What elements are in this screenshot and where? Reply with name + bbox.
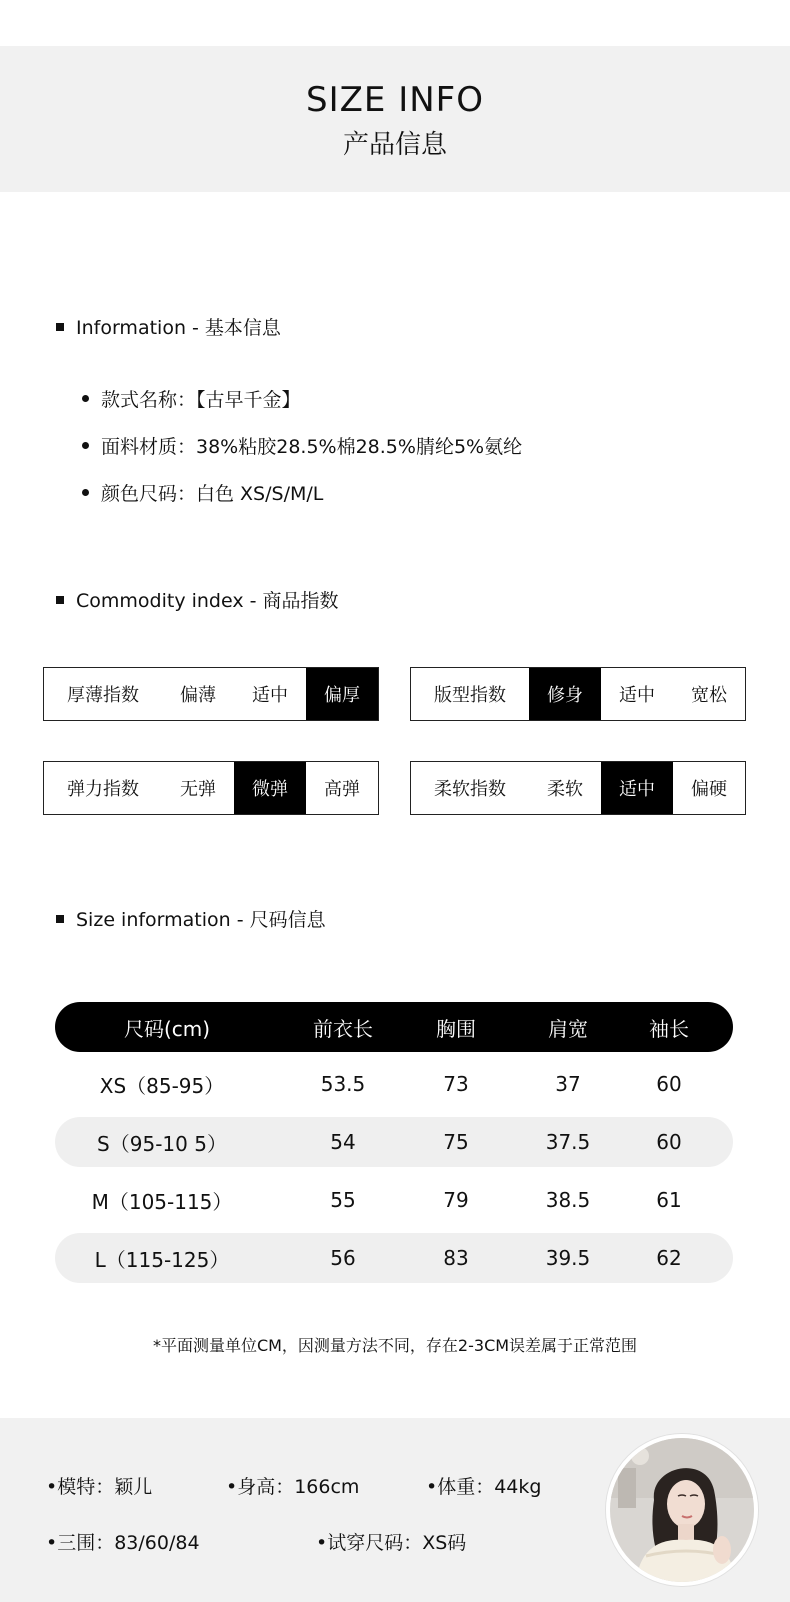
column-header-bust: 胸围	[436, 1016, 476, 1041]
info-line-fabric	[82, 432, 522, 459]
size-info-heading	[56, 905, 326, 932]
info-line-text: 款式名称：【古早千金】	[101, 389, 301, 411]
table-cell: M（105-115）	[91, 1189, 233, 1214]
info-line-text: 颜色尺码：白色 XS/S/M/L	[101, 483, 324, 505]
column-header-sleeve: 袖长	[649, 1016, 689, 1041]
info-line-style	[82, 385, 301, 412]
index-name: 柔软指数	[434, 779, 506, 800]
table-cell: 56	[330, 1246, 356, 1270]
table-cell: S（95-10 5）	[97, 1131, 227, 1156]
index-name: 厚薄指数	[67, 685, 139, 706]
header-band	[0, 46, 790, 192]
index-option-selected: 微弹	[234, 762, 306, 814]
index-name: 版型指数	[434, 685, 506, 706]
index-option: 柔软	[547, 779, 583, 800]
table-cell: 53.5	[320, 1072, 366, 1096]
table-cell: 37.5	[545, 1130, 591, 1154]
model-fitting-size: •试穿尺码：XS码	[316, 1532, 467, 1554]
index-option: 适中	[619, 685, 655, 706]
index-thickness	[43, 667, 379, 721]
table-row	[55, 1233, 733, 1283]
index-option: 无弹	[180, 779, 216, 800]
table-cell: 73	[443, 1072, 469, 1096]
index-option-selected: 修身	[529, 668, 601, 720]
index-elasticity	[43, 761, 379, 815]
table-cell: 79	[443, 1188, 469, 1212]
index-name: 弹力指数	[67, 779, 139, 800]
table-cell: 37	[555, 1072, 581, 1096]
column-header-size: 尺码(cm)	[123, 1016, 211, 1041]
table-cell: 60	[656, 1130, 682, 1154]
index-option: 偏薄	[180, 685, 216, 706]
model-name: •模特：颖儿	[46, 1476, 153, 1498]
commodity-heading-label: Commodity index - 商品指数	[76, 590, 339, 612]
dot-bullet-icon	[82, 442, 89, 449]
index-option: 高弹	[324, 779, 360, 800]
model-avatar	[606, 1434, 758, 1586]
information-heading	[56, 313, 281, 340]
dot-bullet-icon	[82, 489, 89, 496]
column-header-length: 前衣长	[313, 1016, 373, 1041]
index-option: 宽松	[691, 685, 727, 706]
table-cell: 39.5	[545, 1246, 591, 1270]
size-table-header	[55, 1002, 733, 1052]
table-row	[55, 1059, 733, 1109]
commodity-heading	[56, 586, 339, 613]
page-title: SIZE INFO	[306, 80, 484, 120]
table-cell: 61	[656, 1188, 682, 1212]
index-option: 偏硬	[691, 779, 727, 800]
index-softness	[410, 761, 746, 815]
table-cell: 75	[443, 1130, 469, 1154]
info-line-color-size	[82, 479, 323, 506]
table-row	[55, 1117, 733, 1167]
table-cell: L（115-125）	[94, 1247, 230, 1272]
model-portrait-image	[610, 1438, 754, 1582]
information-heading-label: Information - 基本信息	[76, 317, 281, 339]
square-bullet-icon	[56, 323, 64, 331]
column-header-shoulder: 肩宽	[548, 1016, 588, 1041]
model-measurements: •三围：83/60/84	[46, 1532, 200, 1554]
index-option-selected: 偏厚	[306, 668, 378, 720]
dot-bullet-icon	[82, 395, 89, 402]
table-cell: 55	[330, 1188, 356, 1212]
model-height: •身高：166cm	[226, 1476, 360, 1498]
table-cell: XS（85-95）	[99, 1073, 225, 1098]
table-cell: 62	[656, 1246, 682, 1270]
size-info-heading-label: Size information - 尺码信息	[76, 909, 326, 931]
page-subtitle: 产品信息	[342, 130, 447, 160]
table-cell: 60	[656, 1072, 682, 1096]
model-weight: •体重：44kg	[426, 1476, 542, 1498]
index-fit	[410, 667, 746, 721]
table-cell: 83	[443, 1246, 469, 1270]
info-line-text: 面料材质：38%粘胶28.5%棉28.5%腈纶5%氨纶	[101, 436, 523, 458]
index-option-selected: 适中	[601, 762, 673, 814]
square-bullet-icon	[56, 596, 64, 604]
table-row	[55, 1175, 733, 1225]
index-option: 适中	[252, 685, 288, 706]
table-cell: 54	[330, 1130, 356, 1154]
square-bullet-icon	[56, 915, 64, 923]
measurement-note: *平面测量单位CM，因测量方法不同，存在2-3CM误差属于正常范围	[152, 1336, 638, 1355]
table-cell: 38.5	[545, 1188, 591, 1212]
